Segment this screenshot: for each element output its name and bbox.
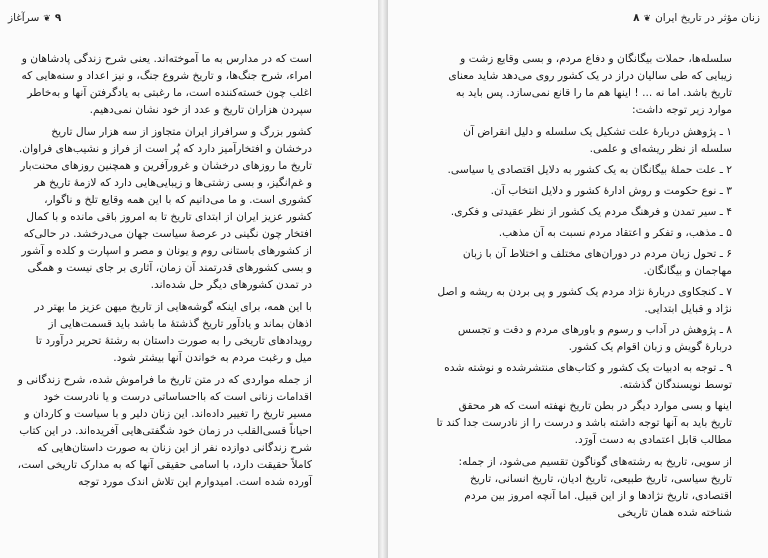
book-spine [378, 0, 388, 558]
right-body-text [434, 50, 732, 526]
paragraph: از سویی، تاریخ به رشته‌های گوناگون تقسیم می‌شود، از جمله: تاریخ سیاسی، تاریخ طبیعی، تاریخ ادیان، تاریخ انسانی، تاریخ اقتصادی، تاریخ نژادها و از این قبیل. اما آنچه امروز بین مردم شناخته شده همان تاریخی [458, 455, 732, 519]
right-running-head [633, 12, 760, 24]
paragraph: است که در مدارس به ما آموخته‌اند. یعنی شرح زندگی پادشاهان و امراء، شرح جنگ‌ها، و تاریخ شروع جنگ، و نیز اعداد و سنه‌هایی که اغلب چون خسته‌کننده است، ما رغبتی به یادگرفتن آنها و به‌خاطر سپردن هزاران تاریخ و عدد از خود نشان نمی‌دهیم. [21, 52, 312, 116]
left-page [0, 0, 378, 558]
paragraph: اینها و بسی موارد دیگر در بطن تاریخ نهفته است که هر محقق تاریخ باید به آنها توجه داشته باشد و درست را از نادرست جدا کند تا مطالب قابل اعتمادی به دست آورَد. [436, 399, 732, 446]
left-body-text [16, 50, 312, 495]
paragraph: کشور بزرگ و سرافراز ایران متجاوز از سه هزار سال تاریخ درخشان و افتخارآمیز دارد که پُر است از فراز و نشیب‌های فراوان. تاریخ ما روزهای درخشان و غرورآفرین و همچنین روزهای محنت‌بار و غم‌انگیز، و بسی زشتی‌ها و زیبایی‌هایی دارد که لازمهٔ تاریخ هر کشوری است. و ما می‌دانیم که با این همه وقایع تلخ و ناگوار، کشور عزیز ایران از ابتدای تاریخ تا به امروز باقی مانده و با کمال افتخار چون نگینی در عرصهٔ سیاست جهان می‌درخشد. در حالی‌که از کشورهای باستانی روم و یونان و مصر و اسپارت و کلده و آشور و بسی کشورهای قدرتمند آن زمان، آثاری بر جای نیست و همگی در تمدن کشورهای دیگر حل شده‌اند. [18, 125, 312, 291]
ornament-icon: ❦ [643, 14, 652, 24]
list-item: ۹ ـ توجه به ادبیات یک کشور و کتاب‌های منتشرشده و نوشته شده توسط نویسندگان گذشته. [444, 361, 732, 391]
left-running-head-title: سرآغاز [8, 12, 40, 24]
right-page [388, 0, 768, 558]
list-item: ۲ ـ علت حملهٔ بیگانگان به یک کشور به دلایل اقتصادی یا سیاسی. [447, 163, 732, 176]
list-item: ۶ ـ تحول زبان مردم در دوران‌های مختلف و اختلاط آن با زبان مهاجمان و بیگانگان. [462, 247, 732, 277]
ornament-icon: ❦ [43, 14, 51, 24]
list-item: ۸ ـ پژوهش در آداب و رسوم و باورهای مردم و دقت و تجسس دربارهٔ گویش و زبان اقوام یک کشور. [457, 323, 732, 353]
paragraph: با این همه، برای اینکه گوشه‌هایی از تاریخ میهن عزیز ما بهتر در اذهان بماند و یادآور تاریخ گذشتهٔ ما باشد باید قسمت‌هایی از رویدادهای تاریخی را به صورت داستان به رشتهٔ تحریر درآورد تا میل و رغبت مردم به خواندن آنها بیشتر شود. [34, 300, 312, 364]
list-item: ۳ ـ نوع حکومت و روش ادارهٔ کشور و دلایل انتخاب آن. [490, 184, 732, 197]
list-item: ۵ ـ مذهب، و تفکر و اعتقاد مردم نسبت به آن مذهب. [498, 226, 732, 239]
list-item: ۷ ـ کنجکاوی دربارهٔ نژاد مردم یک کشور و پی بردن به ریشه و اصل نژاد و قبایل ابتدایی. [437, 285, 732, 315]
left-running-head [8, 12, 61, 24]
paragraph: از جمله مواردی که در متن تاریخ ما فراموش شده، شرح زندگانی و اقدامات زنانی است که بااحساساتی درست و یا نادرست خود مسیر تاریخ را تغییر داده‌اند. این زنان دلیر و با سیاست و کاردان و احیاناً قسی‌القلب در زمان خود شگفتی‌هایی آفریده‌اند. در این کتاب شرح زندگانی دوازده نفر از این زنان به صورت داستان‌هایی که کاملاً حقیقت دارد، با اسامی حقیقی آنها که به مدارک تاریخی است، آورده شده است. امیدوارم این تلاش اندک مورد توجه [17, 373, 312, 488]
list-item: ۴ ـ سیر تمدن و فرهنگ مردم یک کشور از نظر عقیدتی و فکری. [450, 205, 732, 218]
list-item: ۱ ـ پژوهش دربارهٔ علت تشکیل یک سلسله و دلیل انقراض آن سلسله از نظر ریشه‌ای و علمی. [463, 125, 732, 155]
right-page-number: ۸ [633, 12, 640, 24]
left-page-number: ۹ [54, 12, 62, 24]
right-running-head-title: زنان مؤثر در تاریخ ایران [655, 12, 760, 24]
paragraph: سلسله‌ها، حملات بیگانگان و دفاع مردم، و بسی وقایع زشت و زیبایی که طی سالیان دراز در یک کشور روی می‌دهد شاید معنای تاریخ باشد. اما نه ... ! اینها هم ما را قانع نمی‌سازد. پس باید به موارد زیر توجه داشت: [448, 52, 732, 116]
